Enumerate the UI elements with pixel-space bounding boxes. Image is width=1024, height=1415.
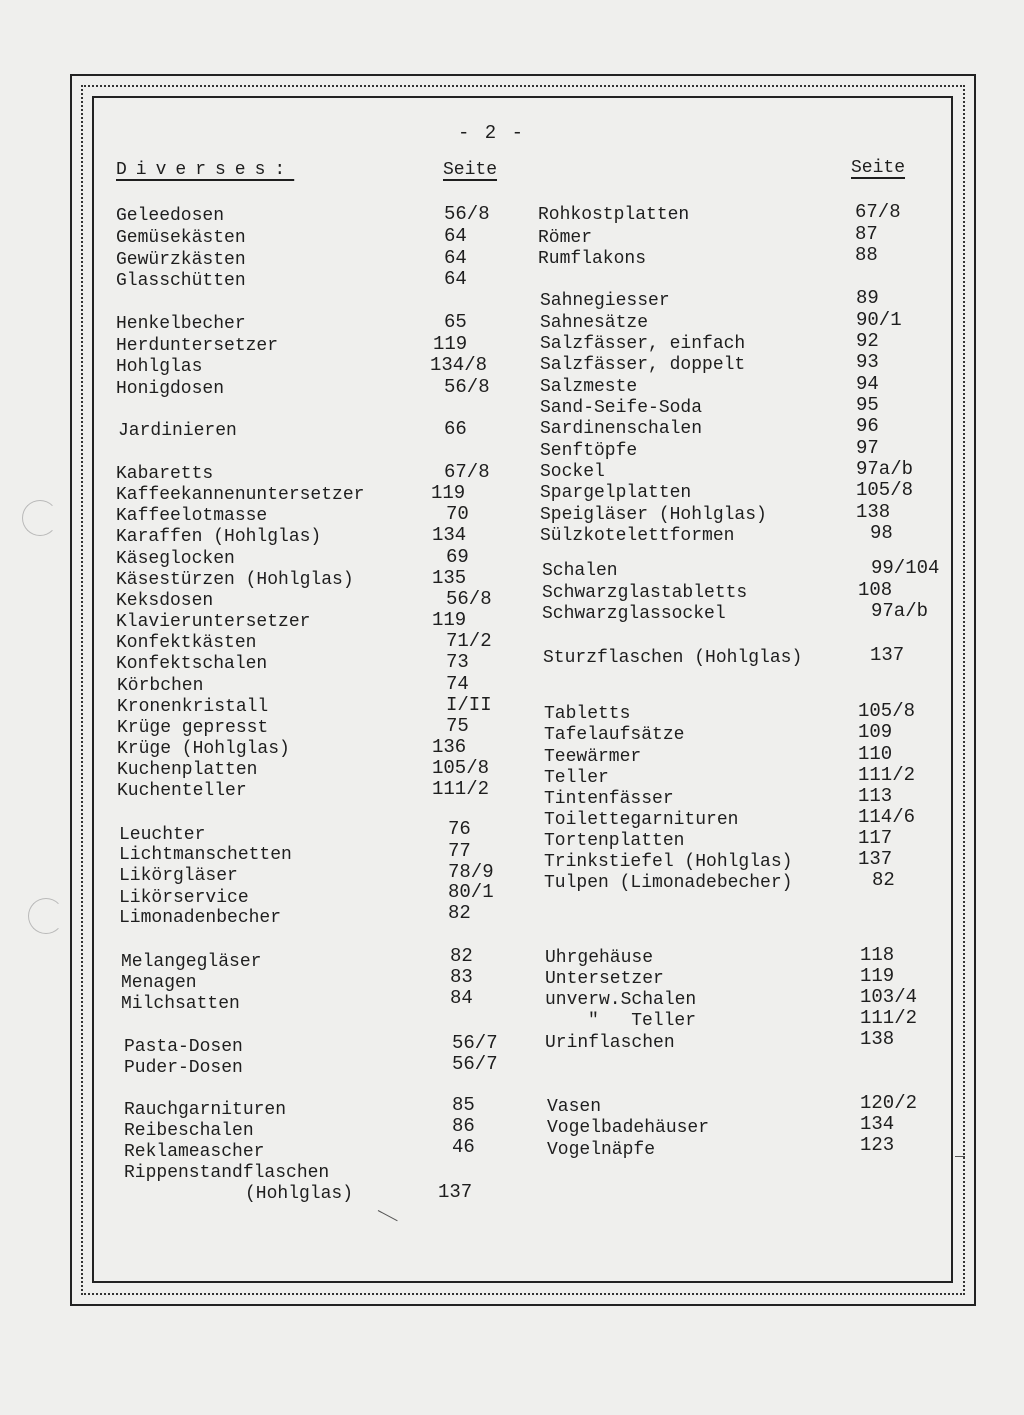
- index-entry: Salzfässer, doppelt: [540, 355, 746, 375]
- index-entry: Rippenstandflaschen: [124, 1163, 330, 1183]
- index-entry: Käsestürzen (Hohlglas): [116, 570, 354, 590]
- index-page: 120/2: [860, 1092, 918, 1114]
- index-page: 90/1: [856, 309, 902, 331]
- index-entry: Herduntersetzer: [116, 336, 279, 356]
- index-page: 94: [856, 373, 879, 395]
- index-page: 137: [858, 848, 893, 870]
- index-entry: Rumflakons: [538, 249, 647, 269]
- index-entry: Salzfässer, einfach: [540, 334, 746, 354]
- index-page: 73: [446, 651, 469, 673]
- index-entry: Tafelaufsätze: [544, 725, 685, 745]
- index-entry: Henkelbecher: [116, 314, 246, 334]
- column-header-right: Seite: [851, 158, 906, 178]
- index-page: 119: [433, 333, 468, 355]
- index-page: 134: [432, 524, 467, 546]
- index-entry: Urinflaschen: [545, 1033, 675, 1053]
- index-page: 111/2: [432, 778, 490, 800]
- index-entry: Kaffeekannenuntersetzer: [116, 485, 365, 505]
- index-page: 74: [446, 673, 469, 695]
- index-page: 123: [860, 1134, 895, 1156]
- index-entry: Teller: [544, 768, 609, 788]
- index-page: 56/8: [444, 376, 490, 398]
- index-entry: Hohlglas: [116, 357, 203, 377]
- index-entry: Kuchenteller: [117, 781, 247, 801]
- index-page: 136: [432, 736, 467, 758]
- index-page: 56/7: [452, 1032, 498, 1054]
- index-entry: Milchsatten: [121, 994, 240, 1014]
- index-entry: Tabletts: [544, 704, 631, 724]
- index-entry: Konfektschalen: [116, 654, 268, 674]
- index-page: 134/8: [430, 354, 488, 376]
- index-page: 69: [446, 546, 469, 568]
- punch-hole-top: [22, 500, 58, 536]
- index-page: 97: [856, 437, 879, 459]
- index-entry: Rohkostplatten: [538, 205, 690, 225]
- index-entry: Körbchen: [117, 676, 204, 696]
- index-page: 75: [446, 715, 469, 737]
- index-entry: Kaffeelotmasse: [116, 506, 268, 526]
- index-entry: Glasschütten: [116, 271, 246, 291]
- index-page: 103/4: [860, 986, 918, 1008]
- index-entry: Puder-Dosen: [124, 1058, 243, 1078]
- index-page: 92: [856, 330, 879, 352]
- index-page: 56/7: [452, 1053, 498, 1075]
- index-entry: Keksdosen: [116, 591, 214, 611]
- index-page: 88: [855, 244, 878, 266]
- index-page: 109: [858, 721, 893, 743]
- index-entry: Senftöpfe: [540, 441, 638, 461]
- index-page: 67/8: [855, 201, 901, 223]
- index-entry: Kronenkristall: [117, 697, 269, 717]
- index-entry: Untersetzer: [545, 969, 664, 989]
- index-page: 56/8: [444, 203, 490, 225]
- index-entry: Salzmeste: [540, 377, 638, 397]
- index-entry: Schalen: [542, 561, 618, 581]
- index-page: 85: [452, 1094, 475, 1116]
- index-entry: Sand-Seife-Soda: [540, 398, 703, 418]
- index-page: 82: [450, 945, 473, 967]
- index-page: 138: [860, 1028, 895, 1050]
- index-page: 56/8: [446, 588, 492, 610]
- punch-hole-bottom: [28, 898, 64, 934]
- index-entry: Pasta-Dosen: [124, 1037, 243, 1057]
- page-number: - 2 -: [458, 122, 526, 144]
- index-entry: Uhrgehäuse: [545, 948, 654, 968]
- index-page: 110: [858, 743, 893, 765]
- index-page: 111/2: [860, 1007, 918, 1029]
- index-page: 105/8: [858, 700, 916, 722]
- index-entry: Gewürzkästen: [116, 250, 246, 270]
- index-page: 82: [448, 902, 471, 924]
- index-page: 95: [856, 394, 879, 416]
- index-page: 99/104: [871, 557, 940, 579]
- index-page: 135: [432, 567, 467, 589]
- index-page: 93: [856, 351, 879, 373]
- index-page: 138: [856, 501, 891, 523]
- index-entry: Kabaretts: [116, 464, 214, 484]
- index-page: 105/8: [856, 479, 914, 501]
- index-page: 46: [452, 1136, 475, 1158]
- index-entry: Krüge (Hohlglas): [117, 739, 290, 759]
- index-page: 97a/b: [871, 600, 929, 622]
- index-entry: Geleedosen: [116, 206, 225, 226]
- index-page: 64: [444, 247, 467, 269]
- index-entry: Tortenplatten: [544, 831, 685, 851]
- index-page: 113: [858, 785, 893, 807]
- index-entry: Sülzkotelettformen: [540, 526, 735, 546]
- index-page: 97a/b: [856, 458, 914, 480]
- index-entry: Krüge gepresst: [117, 718, 269, 738]
- index-entry: Rauchgarnituren: [124, 1100, 287, 1120]
- index-entry: Vogelbadehäuser: [547, 1118, 710, 1138]
- index-page: 119: [432, 609, 467, 631]
- index-page: 105/8: [432, 757, 490, 779]
- index-page: 71/2: [446, 630, 492, 652]
- index-page: 65: [444, 311, 467, 333]
- index-entry: Trinkstiefel (Hohlglas): [544, 852, 793, 872]
- index-entry: Reklameascher: [124, 1142, 265, 1162]
- section-title: Diverses:: [116, 160, 295, 180]
- index-page: 70: [446, 503, 469, 525]
- index-page: 134: [860, 1113, 895, 1135]
- index-entry: Jardinieren: [118, 421, 237, 441]
- index-entry: Gemüsekästen: [116, 228, 246, 248]
- index-page: 64: [444, 268, 467, 290]
- index-page: 89: [856, 287, 879, 309]
- index-entry: Likörservice: [119, 888, 249, 908]
- pencil-mark: [955, 1156, 965, 1157]
- index-entry: Käseglocken: [116, 549, 235, 569]
- index-page: 108: [858, 579, 893, 601]
- index-entry: Melangegläser: [121, 952, 262, 972]
- index-entry: Vasen: [547, 1097, 602, 1117]
- index-entry: unverw.Schalen: [545, 990, 697, 1010]
- index-entry: Tintenfässer: [544, 789, 674, 809]
- index-entry: Karaffen (Hohlglas): [116, 527, 322, 547]
- index-entry: Sahnegiesser: [540, 291, 670, 311]
- index-entry: Spargelplatten: [540, 483, 692, 503]
- index-page: 117: [858, 827, 893, 849]
- index-page: 64: [444, 225, 467, 247]
- index-entry: " Teller: [588, 1011, 697, 1031]
- index-page: 83: [450, 966, 473, 988]
- index-entry: Römer: [538, 228, 593, 248]
- index-page: 78/9: [448, 861, 494, 883]
- index-entry: Leuchter: [119, 825, 206, 845]
- index-page: 119: [431, 482, 466, 504]
- index-page: 118: [860, 944, 895, 966]
- index-page: 80/1: [448, 881, 494, 903]
- index-entry: Sockel: [540, 462, 605, 482]
- column-header-left: Seite: [443, 160, 498, 180]
- index-page: I/II: [446, 694, 492, 716]
- index-entry: Kuchenplatten: [117, 760, 258, 780]
- index-page: 76: [448, 818, 471, 840]
- index-page: 137: [870, 644, 905, 666]
- index-entry: Honigdosen: [116, 379, 225, 399]
- index-entry: Likörgläser: [119, 866, 238, 886]
- index-entry: (Hohlglas): [245, 1184, 354, 1204]
- index-page: 87: [855, 223, 878, 245]
- index-page: 96: [856, 415, 879, 437]
- index-page: 67/8: [444, 461, 490, 483]
- index-entry: Schwarzglastabletts: [542, 583, 748, 603]
- index-entry: Menagen: [121, 973, 197, 993]
- index-entry: Sardinenschalen: [540, 419, 703, 439]
- index-entry: Sturzflaschen (Hohlglas): [543, 648, 803, 668]
- index-page: 98: [870, 522, 893, 544]
- index-entry: Speigläser (Hohlglas): [540, 505, 767, 525]
- index-entry: Konfektkästen: [116, 633, 257, 653]
- index-page: 66: [444, 418, 467, 440]
- index-page: 84: [450, 987, 473, 1009]
- index-page: 82: [872, 869, 895, 891]
- index-entry: Schwarzglassockel: [542, 604, 726, 624]
- index-entry: Reibeschalen: [124, 1121, 254, 1141]
- index-page: 114/6: [858, 806, 916, 828]
- index-page: 111/2: [858, 764, 916, 786]
- index-page: 77: [448, 840, 471, 862]
- index-entry: Sahnesätze: [540, 313, 649, 333]
- index-page: 137: [438, 1181, 473, 1203]
- index-entry: Vogelnäpfe: [547, 1140, 656, 1160]
- index-page: 86: [452, 1115, 475, 1137]
- index-entry: Tulpen (Limonadebecher): [544, 873, 793, 893]
- index-entry: Klavieruntersetzer: [116, 612, 311, 632]
- index-page: 119: [860, 965, 895, 987]
- index-entry: Limonadenbecher: [119, 908, 282, 928]
- index-entry: Toilettegarnituren: [544, 810, 739, 830]
- index-entry: Teewärmer: [544, 747, 642, 767]
- index-entry: Lichtmanschetten: [119, 845, 292, 865]
